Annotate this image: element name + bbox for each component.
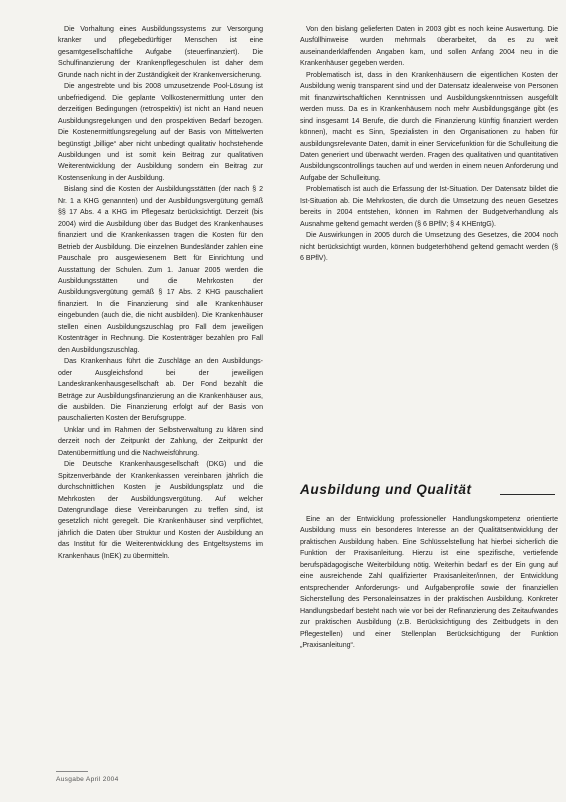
right-text-column xyxy=(300,24,558,265)
section-text-column xyxy=(300,514,558,651)
paragraph: Die angestrebte und bis 2008 umzusetzende Pool-Lösung ist unbefriedigend. Die geplante Vollkostenermittlung unter den derzeitigen Bedingungen (retrospektiv) ist nicht an Hand neuen Ausbildungsregelungen und den prospektiven Bedarf bezogen. Die Kostenermittlungsregelung auf der Basis von Mittelwerten begünstigt „billige“ aber nicht unbedingt qualitativ hochstehende Ausbildungen und ist somit kein Beitrag zur qualitativen Weiterentwicklung der Ausbildung sondern ein Beitrag zur Kostensenkung in der Ausbildung. xyxy=(58,83,263,182)
paragraph: Die Auswirkungen in 2005 durch die Umsetzung des Gesetzes, die 2004 noch nicht berücksichtigt wurden, können budgeterhöhend geltend gemacht werden (§ 6 BPflV). xyxy=(300,232,558,263)
page-footer: Ausgabe April 2004 xyxy=(56,776,119,783)
paragraph: Die Deutsche Krankenhausgesellschaft (DKG) und die Spitzenverbände der Krankenkassen vereinbaren jährlich die durchschnittlichen Kosten je Ausbildungsplatz und die Mehrkosten der Ausbildungsvergütung. Auf welcher Datengrundlage diese Vereinbarungen zu treffen sind, ist gesetzlich nicht geregelt. Die Krankenhäuser sind verpflichtet, jährlich die Daten über Struktur und Kosten der Ausbildung an das Institut für die Weiterentwicklung des Entgeltsystems im Krankenhaus (InEK) zu übermitteln. xyxy=(58,461,263,560)
paragraph: Die Vorhaltung eines Ausbildungssystems zur Versorgung kranker und pflegebedürftiger Menschen ist eine gesamtgesellschaftliche Aufgabe (steuerfinanziert). Die Schulfinanzierung der Krankenpflegeschulen ist daher dem Grunde nach nicht in der Zuständigkeit der Krankenversicherung. xyxy=(58,26,263,79)
left-text-column xyxy=(58,24,263,562)
paragraph: Problematisch ist auch die Erfassung der Ist-Situation. Der Datensatz bildet die Ist-Situation ab. Die Mehrkosten, die durch die Umsetzung des neuen Gesetzes bereits in 2004 entstehen, können im Rahmen der Budgetverhandlung als Ausnahme geltend gemacht werden (§ 6 BPflV; § 4 KHEntgG). xyxy=(300,186,558,228)
paragraph: Problematisch ist, dass in den Krankenhäusern die eigentlichen Kosten der Ausbildung wenig transparent sind und der Datensatz idealerweise von Personen mit finanzwirtschaftlichen Kenntnissen und Ausbildungskenntnissen ausgefüllt werden muss. Da es in Krankenhäusern noch mehr Ausbildungsgänge gibt (es sind insgesamt 14 Berufe, die durch die Finanzierung künftig finanziert werden können), macht es Sinn, Spezialisten in den Organisationen zu haben für ausbildungsrelevante Daten, damit in einer Servicefunktion für die Schulleitung die Daten generiert und überwacht werden. Fragen des qualitativen und quantitativen Ausbildungscontrollings tauchen auf und werden in einem neuen Anforderung und Aufgabe der Schulleitung. xyxy=(300,71,558,182)
section-heading-block xyxy=(300,482,558,502)
paragraph: Von den bislang gelieferten Daten in 2003 gibt es noch keine Auswertung. Die Ausfüllhinweise wurden mehrmals überarbeitet, da es zu weit auseinanderklaffenden Angaben kam, und sollen Anfang 2004 neu in die Krankenhäuser gegeben werden. xyxy=(300,26,558,68)
section-heading: Ausbildung und Qualität xyxy=(300,482,472,497)
heading-underline-rule xyxy=(500,494,555,495)
paragraph: Bislang sind die Kosten der Ausbildungsstätten (der nach § 2 Nr. 1 a KHG genannten) und der Ausbildungsvergütung gemäß §§ 17 Abs. 4 a KHG im Pflegesatz berücksichtigt. Derzeit (bis 2004) wird die Ausbildung über das Budget des Krankenhauses finanziert und die Krankenkassen tragen die Kosten für den Betrieb der Ausbildung. Die einzelnen Bundesländer zahlen eine Pauschale pro ausgewiesenem Bett für Einrichtung und Ausstattung der Schulen. Zum 1. Januar 2005 werden die Ausbildungsstätten und die Mehrkosten der Ausbildungsvergütung gemäß § 17 Abs. 2 KHG pauschaliert finanziert. In die Finanzierung sind alle Krankenhäuser eingebunden (auch die, die nicht ausbilden). Die Krankenhäuser stellen einen Ausbildungszuschlag pro Fall dem jeweiligen Kostenträger in Rechnung. Die Kostenträger bezahlen pro Fall den Ausbildungszuschlag. xyxy=(58,186,263,354)
paragraph: Das Krankenhaus führt die Zuschläge an den Ausbildungs- oder Ausgleichsfond bei der jeweiligen Landeskrankenhausgesellschaft ab. Der Fond bezahlt die Beträge zur Ausbildungsfinanzierung an die Krankenhäuser aus, die ausbilden. Die Finanzierung erfolgt auf der Basis von pauschalierten Kosten der Berufsgruppe. xyxy=(58,358,263,423)
paragraph: Unklar und im Rahmen der Selbstverwaltung zu klären sind derzeit noch der Zeitpunkt der Zahlung, der Zeitpunkt der Datenübermittlung und die Nachweisführung. xyxy=(58,426,263,457)
paragraph: Eine an der Entwicklung professioneller Handlungskompetenz orientierte Ausbildung muss ein besonderes Interesse an der Qualitätsentwicklung der praktischen Ausbildung haben. Eine Schlüsselstellung hat hierbei sicherlich die Funktion der Praxisanleitung. Hierzu ist eine spezifische, vertiefende berufspädagogische Weiterbildung nötig. Weiterhin bedarf es der Ein gung auf eine ausreichende Zahl qualifizierter Praxisanleiter/innen, der Entwicklung entsprechender Anforderungs- und Aufgabenprofile sowie der finanziellen Sicherstellung des Personaleinsatzes in der praktischen Ausbildung. Konkreter Handlungsbedarf besteht nach wie vor bei der Refinanzierung des Zeitaufwandes zur praktischen Ausbildung (z.B. Berücksichtigung des Zeitbudgets in den Pflegestellen) und einer Stellenplan Berücksichtigung der Funktion „Praxisanleitung“. xyxy=(300,516,558,649)
footer-rule xyxy=(56,771,88,772)
